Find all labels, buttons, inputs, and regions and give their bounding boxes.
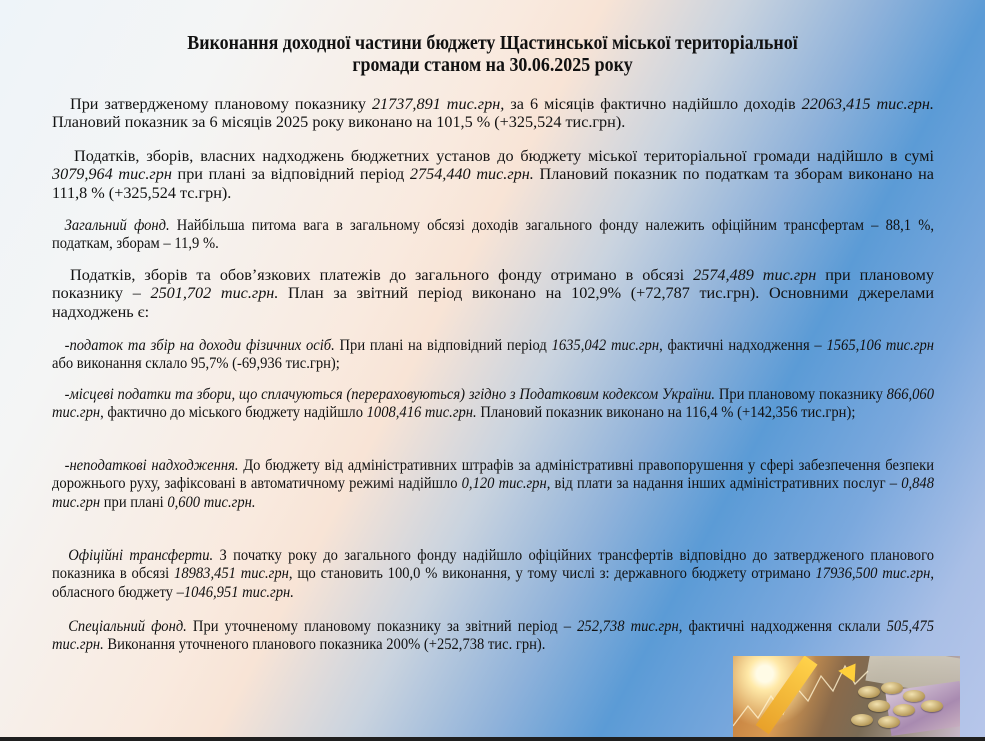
value-admin-services: 0,848 тис.грн xyxy=(52,474,934,511)
value-actual: 2574,489 тис.грн xyxy=(693,266,817,284)
section-label: Загальний фонд. xyxy=(64,216,170,234)
text: План за звітний період виконано на 102,9% (+72,787 тис.грн). Основними джерелами надходжень є: xyxy=(52,284,934,321)
value-actual: 1008,416 тис.грн. xyxy=(366,403,477,422)
value-actual: 3079,964 тис.грн xyxy=(52,165,172,184)
text: при плані за відповідний період xyxy=(171,165,410,184)
text: Найбільша питома вага в загальному обсязі доходів загального фонду належить офіційним трансфертам – 88,1 %, податкам, зборам – 11,9 %. xyxy=(52,216,934,253)
coin-icon xyxy=(851,714,873,726)
text: за 6 місяців фактично надійшло доходів xyxy=(504,95,802,113)
value-plan: 21737,891 тис.грн, xyxy=(371,95,505,113)
value-plan: 866,060 тис.грн xyxy=(52,385,934,422)
value-plan: 2501,702 тис.грн. xyxy=(150,284,279,303)
coin-icon xyxy=(868,700,890,712)
coin-icon xyxy=(858,686,880,698)
finance-growth-image xyxy=(733,656,960,737)
paragraph-special-fund xyxy=(52,617,934,654)
text: , фактичні надходження – xyxy=(659,336,827,354)
value-plan: 2754,440 тис.грн. xyxy=(409,165,534,184)
text: До бюджету від адміністративних штрафів за адміністративні правопорушення у сфері забезпечення безпеки дорожнього руху, зафіксовані в автоматичному режимі надійшло xyxy=(52,456,935,493)
value-state-budget: 17936,500 тис.грн xyxy=(815,564,931,583)
text: , обласного бюджету xyxy=(52,564,934,601)
slide-title xyxy=(95,33,891,77)
text: або виконання склало 95,7% (-69,936 тис.грн); xyxy=(52,354,340,373)
coin-icon xyxy=(878,716,900,728)
value-plan: 252,738 тис.грн xyxy=(577,617,679,635)
section-label: Офіційні трансферти. xyxy=(68,546,214,564)
title-line-2: громади станом на 30.06.2025 року xyxy=(352,55,633,76)
text: Плановий показник виконано на 116,4 % (+142,356 тис.грн); xyxy=(476,403,856,422)
text: , фактично до міського бюджету надійшло xyxy=(100,403,367,422)
value-actual: 1565,106 тис.грн xyxy=(826,336,934,354)
text: При плановому показнику xyxy=(715,385,887,403)
text: , від плати за надання інших адміністративних послуг – xyxy=(546,474,902,493)
coin-icon xyxy=(903,690,925,702)
text: при плановому показнику – xyxy=(52,266,934,303)
bottom-strip xyxy=(0,737,985,741)
text: При затвердженому плановому показнику xyxy=(70,95,372,113)
value-actual: 22063,415 тис.грн. xyxy=(801,95,934,113)
section-label: Спеціальний фонд. xyxy=(68,617,187,635)
paragraph-taxes-fees xyxy=(52,147,934,202)
title-line-1: Виконання доходної частини бюджету Щастинської міської територіальної xyxy=(187,33,798,54)
text: Податків, зборів, власних надходжень бюджетних установ до бюджету міської територіальної громади надійшло в сумі xyxy=(74,147,934,165)
coin-icon xyxy=(881,682,903,694)
text: При плані на відповідний період xyxy=(334,336,552,354)
section-label: -неподаткові надходження. xyxy=(64,456,239,474)
text: При уточненому плановому показнику за звітний період – xyxy=(186,617,578,635)
text: , фактичні надходження склали xyxy=(678,617,887,635)
coin-icon xyxy=(921,700,943,712)
value-regional-budget: –1046,951 тис.грн. xyxy=(176,582,294,601)
paragraph-total-revenue xyxy=(52,95,934,132)
text: , що становить 100,0 % виконання, у тому числі з: державного бюджету отримано xyxy=(288,564,816,583)
value-actual: 505,475 тис.грн. xyxy=(52,617,934,654)
value-fines: 0,120 тис.грн xyxy=(461,474,547,493)
paragraph-general-fund xyxy=(52,216,934,253)
paragraph-personal-income-tax xyxy=(52,336,934,373)
coin-icon xyxy=(893,704,915,716)
value-plan: 0,600 тис.грн. xyxy=(167,492,256,511)
paragraph-local-taxes xyxy=(52,385,934,422)
section-label: -податок та збір на доходи фізичних осіб. xyxy=(64,336,335,354)
paragraph-non-tax-revenue xyxy=(52,456,934,511)
paragraph-general-fund-taxes xyxy=(52,266,934,321)
text: при плані xyxy=(100,492,168,511)
text: З початку року до загального фонду надійшло офіційних трансфертів відповідно до затвердженого планового показника в обсязі xyxy=(52,546,934,583)
text: Виконання уточненого планового показника 200% (+252,738 тис. грн). xyxy=(103,635,546,654)
value-plan: 1635,042 тис.грн xyxy=(551,336,660,354)
paragraph-official-transfers xyxy=(52,546,934,601)
text: Податків, зборів та обов’язкових платежів до загального фонду отримано в обсязі xyxy=(70,266,694,284)
text: Плановий показник по податкам та зборам виконано на 111,8 % (+325,524 тс.грн). xyxy=(52,165,934,202)
value-total: 18983,451 тис.грн xyxy=(174,564,289,583)
section-label: -місцеві податки та збори, що сплачуються (перераховуються) згідно з Податковим кодексом України. xyxy=(64,385,716,403)
text: Плановий показник за 6 місяців 2025 року виконано на 101,5 % (+325,524 тис.грн). xyxy=(52,113,626,132)
